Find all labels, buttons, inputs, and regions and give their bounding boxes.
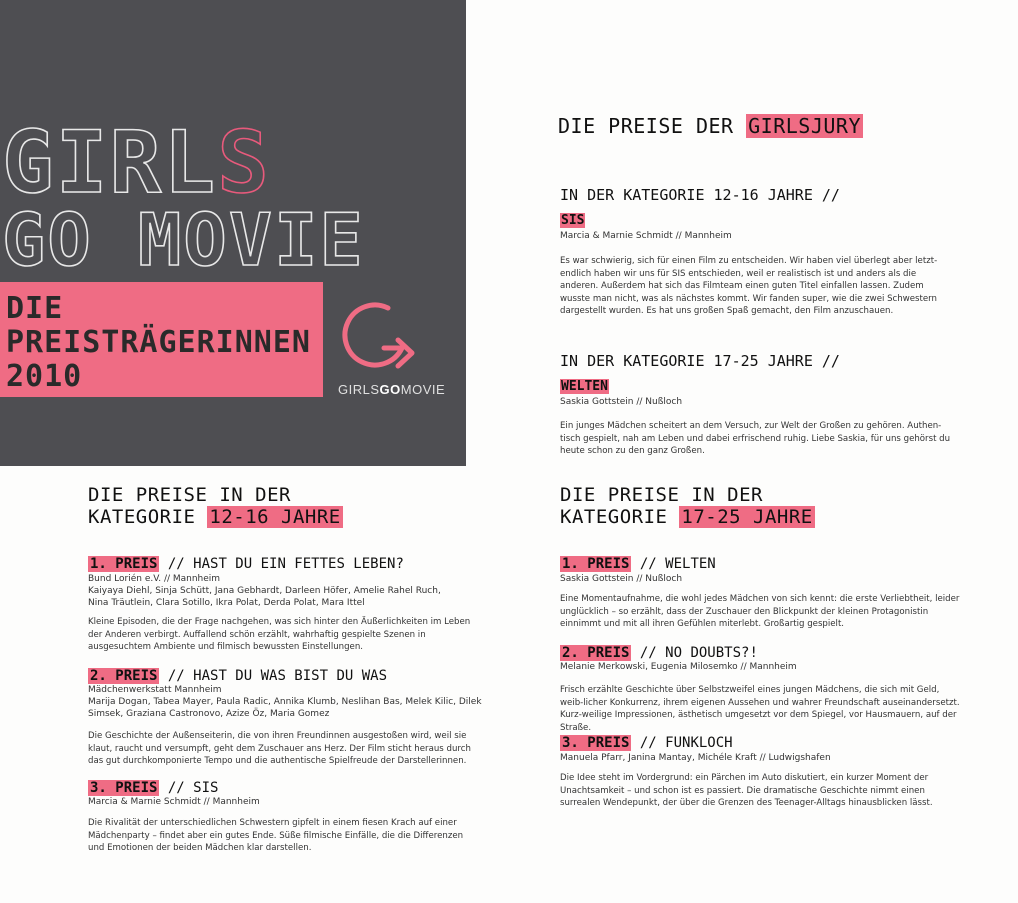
jury-heading: DIE PREISE DER GIRLSJURY — [558, 114, 861, 138]
right-prize-2-credits: Melanie Merkowski, Eugenia Milosemko // Mannheim — [560, 662, 797, 672]
jury-category-1: IN DER KATEGORIE 12-16 JAHRE // — [560, 186, 840, 204]
left-prize-2-credits: Mädchenwerkstatt Mannheim Marija Dogan, Tabea Mayer, Paula Radic, Annika Klumb, Neslihan Bas, Melek Kilic, Dilek Simsek, Graziana Castronovo, Azize Öz, Maria Gomez — [88, 685, 482, 719]
jury-credits-1: Marcia & Marnie Schmidt // Mannheim — [560, 231, 732, 241]
jury-credits-2: Saskia Gottstein // Nußloch — [560, 397, 683, 407]
left-prize-1-text: Kleine Episoden, die der Frage nachgehen, was sich hinter den Äußerlichkeiten im Leben der Anderen verbirgt. Auffallend schön erzählt, wahrhaftig gespielte Szenen in ausgesuchtem Ambiente und filmisch bewussten Einstellungen. — [88, 617, 471, 652]
jury-category-2: IN DER KATEGORIE 17-25 JAHRE // — [560, 352, 840, 370]
right-prize-3-credits: Manuela Pfarr, Janina Mantay, Michéle Kraft // Ludwigshafen — [560, 753, 831, 763]
cover-subtitle-line2: PREISTRÄGERINNEN — [6, 325, 311, 360]
left-prize-1-credits: Bund Lorién e.V. // Mannheim Kaiyaya Diehl, Sinja Schütt, Jana Gebhardt, Darleen Höfer, Amelie Rahel Ruch, Nina Träutlein, Clara Sotillo, Ikra Polat, Derda Polat, Mara Ittel — [88, 574, 441, 608]
jury-text-2: Ein junges Mädchen scheitert an dem Versuch, zur Welt der Großen zu gehören. Authen-tisch gespielt, nah am Leben und dabei erfrischend ruhig. Liebe Saskia, für uns gehörst du heute schon zu den ganz Großen. — [560, 421, 951, 456]
left-prize-3-credits: Marcia & Marnie Schmidt // Mannheim — [88, 797, 260, 807]
girlsgomovie-logo-icon — [340, 300, 420, 385]
left-heading: DIE PREISE IN DER KATEGORIE 12-16 JAHRE — [88, 484, 341, 528]
right-prize-3-title: 3. PREIS // FUNKLOCH — [562, 735, 733, 751]
cover-title-line2: GO MOVIE — [2, 204, 365, 276]
right-prize-1-credits: Saskia Gottstein // Nußloch — [560, 574, 683, 584]
jury-film-2: WELTEN — [561, 379, 608, 394]
cover-subtitle-line1: DIE — [6, 291, 64, 326]
left-prize-2-title: 2. PREIS // HAST DU WAS BIST DU WAS — [90, 668, 388, 684]
right-prize-1-text: Eine Momentaufnahme, die wohl jedes Mädchen von sich kennt: die erste Verliebtheit, leider unglücklich – so erzählt, dass der Zuschauer den Blickpunkt der kleinen Protagonistin einnimmt und mit all ihren Gefühlen miterlebt. Großartig gespielt. — [560, 594, 960, 629]
right-heading: DIE PREISE IN DER KATEGORIE 17-25 JAHRE — [560, 484, 813, 528]
left-prize-3-text: Die Rivalität der unterschiedlichen Schwestern gipfelt in einem fiesen Krach auf einer Mädchenparty – findet aber ein gutes Ende. Süße filmische Einfälle, die die Differenzen und Emotionen der beiden Mädchen klar darstellen. — [88, 818, 464, 853]
right-prize-2-text: Frisch erzählte Geschichte über Selbstzweifel eines jungen Mädchens, die sich mit Geld, weib-licher Konkurrenz, ihrem eigenen Aussehen und wahrer Freundschaft auseinandersetzt. Kurz-weilige Impressionen, ästhetisch umgesetzt vor dem Spiegel, vor Hausmauern, auf der Straße. — [560, 685, 960, 733]
cover-subtitle-line3: 2010 — [6, 359, 83, 394]
right-prize-2-title: 2. PREIS // NO DOUBTS?! — [562, 645, 758, 661]
jury-film-1: SIS — [561, 213, 585, 228]
cover-subtitle-box — [0, 282, 323, 397]
left-prize-2-text: Die Geschichte der Außenseiterin, die von ihren Freundinnen ausgestoßen wird, weil sie klaut, raucht und versumpft, geht dem Zuschauer ans Herz. Der Film sticht heraus durch das gut durchkomponierte Tempo und die authentische Spielfreude der Darstellerinnen. — [88, 731, 471, 766]
left-prize-3-title: 3. PREIS // SIS — [90, 780, 219, 796]
left-prize-1-title: 1. PREIS // HAST DU EIN FETTES LEBEN? — [90, 556, 404, 572]
right-prize-3-text: Die Idee steht im Vordergrund: ein Pärchen im Auto diskutiert, ein kurzer Moment der Unachtsamkeit – und schon ist es passiert. Die dramatische Geschichte nimmt einen surrealen Wendepunkt, der über die Grenzen des Teenager-Alltags hinausblicken lässt. — [560, 773, 933, 808]
cover-title-line1: GIRLS — [2, 120, 271, 206]
right-prize-1-title: 1. PREIS // WELTEN — [562, 556, 716, 572]
logo-wordmark: GIRLSGOMOVIE — [338, 382, 446, 397]
jury-text-1: Es war schwierig, sich für einen Film zu entscheiden. Wir haben viel überlegt aber letzt-endlich haben wir uns für SIS entschieden, weil er realistisch ist und anders als die anderen. Außerdem hat sich das Filmteam einen guten Titel einfallen lassen. Zudem wusste man nicht, was als nächstes kommt. Wir fanden super, wie die zwei Schwestern dargestellt wurden. Es hat uns großen Spaß gemacht, den Film anzuschauen. — [560, 256, 938, 316]
